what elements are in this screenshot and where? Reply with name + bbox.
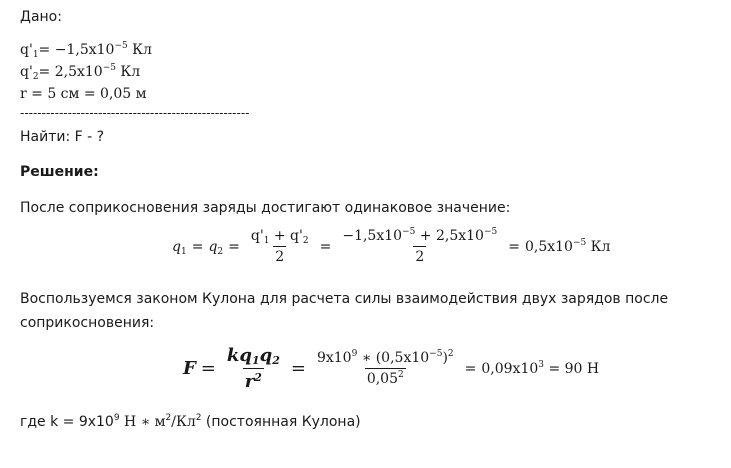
q2-exponent: −5 bbox=[102, 63, 116, 73]
f2-fraction-2 bbox=[315, 350, 456, 387]
formula-equal-charges bbox=[172, 228, 610, 265]
find-line: Найти: F - ? bbox=[20, 129, 105, 145]
f2-frac1-numerator: $kq_1q_2$ bbox=[226, 345, 280, 367]
q2-label: q' bbox=[20, 64, 33, 80]
given-heading: Дано: bbox=[20, 9, 62, 25]
solution-text-2b: соприкосновения: bbox=[20, 315, 155, 331]
q1-subscript: 1 bbox=[32, 50, 39, 60]
formula-coulomb bbox=[183, 345, 599, 392]
separator-line: ----------------------------------------------------- bbox=[20, 106, 250, 120]
q1-unit: Кл bbox=[127, 42, 152, 58]
f1-eq-1: = bbox=[191, 238, 204, 255]
q1-value: = −1,5x10 bbox=[38, 42, 115, 58]
given-q2 bbox=[20, 63, 140, 81]
q2-value: = 2,5x10 bbox=[38, 64, 103, 80]
f2-eq-2: = bbox=[290, 358, 306, 379]
f1-lhs2: $q_2$ bbox=[208, 238, 224, 257]
f1-frac2-denominator: 2 bbox=[413, 246, 426, 265]
f2-frac2-numerator: $9x10^9$ ∗ $(0,5x10^{-5})^2$ bbox=[316, 349, 454, 366]
q1-label: q' bbox=[20, 42, 33, 58]
f1-frac2-numerator: $-1,5x10^{-5} + 2,5x10^{-5}$ bbox=[342, 227, 498, 244]
f2-result: $0,09x10^3 = 90$ Н bbox=[481, 359, 600, 377]
solution-text-1: После соприкосновения заряды достигают одинаковое значение: bbox=[20, 200, 511, 216]
f2-lhs: F bbox=[183, 358, 196, 379]
f2-eq-3: = bbox=[464, 360, 477, 377]
given-r: r = 5 см = 0,05 м bbox=[20, 86, 147, 102]
solution-heading: Решение: bbox=[20, 164, 99, 180]
f1-frac1-denominator: 2 bbox=[273, 246, 286, 265]
f1-result: $0,5x10^{-5}$ Кл bbox=[524, 237, 611, 255]
q2-unit: Кл bbox=[115, 64, 141, 80]
f1-fraction-1 bbox=[249, 228, 311, 265]
f2-frac2-denominator: 0,05$^2$ bbox=[366, 370, 404, 387]
f1-eq-2: = bbox=[228, 238, 240, 255]
f1-eq-3: = bbox=[319, 238, 332, 255]
given-q1 bbox=[20, 41, 152, 59]
f1-fraction-2 bbox=[340, 228, 499, 265]
f2-frac1-denominator: $r^2$ bbox=[243, 368, 264, 392]
f1-lhs: $q_1$ bbox=[172, 238, 187, 257]
solution-text-2a: Воспользуемся законом Кулона для расчета силы взаимодействия двух зарядов после bbox=[20, 291, 669, 307]
f1-frac1-numerator: $q'_1 + q'_2$ bbox=[250, 228, 309, 246]
q2-subscript: 2 bbox=[32, 72, 39, 82]
q1-exponent: −5 bbox=[114, 41, 128, 51]
f1-eq-4: = bbox=[508, 238, 520, 255]
f2-fraction-1 bbox=[225, 345, 282, 392]
coulomb-constant-note: где $k = 9x10^9$ Н ∗ $м^2/Кл^2$ (постоянная Кулона) bbox=[20, 413, 361, 430]
f2-eq-1: = bbox=[200, 358, 216, 379]
